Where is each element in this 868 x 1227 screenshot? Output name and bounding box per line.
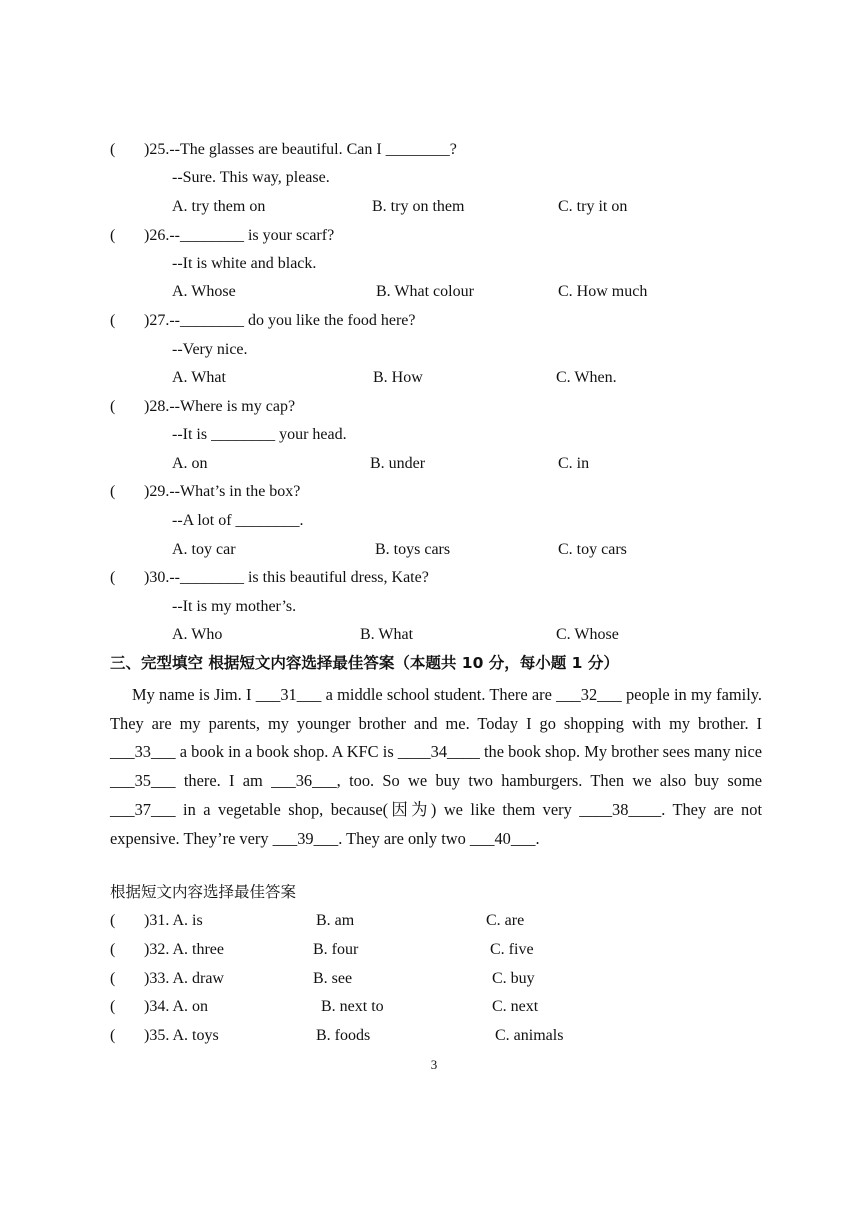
question-28-reply [0, 425, 868, 445]
option-a: A. on [172, 455, 208, 472]
question-30-options [0, 625, 868, 645]
question-34 [0, 997, 868, 1017]
question-25 [0, 140, 868, 160]
question-32 [0, 940, 868, 960]
question-28 [0, 397, 868, 417]
section-subheading: 根据短文内容选择最佳答案 [110, 883, 297, 901]
option-b: B. four [313, 941, 359, 958]
option-c: C. toy cars [558, 541, 627, 558]
question-28-options [0, 454, 868, 474]
section-heading: 三、完型填空 根据短文内容选择最佳答案（本题共 10 分，每小题 1 分） [110, 654, 619, 672]
page-number: 3 [430, 1057, 438, 1072]
option-b: B. How [373, 369, 423, 386]
answer-paren: ( [110, 141, 116, 158]
reply-text: --It is ________ your head. [172, 426, 347, 443]
question-33 [0, 969, 868, 989]
question-stem: )27.--________ do you like the food here? [144, 312, 416, 329]
question-29-options [0, 540, 868, 560]
question-26-options [0, 282, 868, 302]
answer-paren: ( [110, 912, 116, 929]
option-a: A. Who [172, 626, 223, 643]
question-25-options [0, 197, 868, 217]
option-c: C. animals [495, 1027, 564, 1044]
question-26-reply [0, 254, 868, 274]
question-30 [0, 568, 868, 588]
option-b: B. toys cars [375, 541, 451, 558]
question-stem: )25.--The glasses are beautiful. Can I ________? [144, 141, 457, 158]
option-a: A. What [172, 369, 226, 386]
reply-text: --A lot of ________. [172, 512, 304, 529]
answer-paren: ( [110, 998, 116, 1015]
question-stem: )30.--________ is this beautiful dress, Kate? [144, 569, 429, 586]
question-27 [0, 311, 868, 331]
option-a: )31. A. is [144, 912, 203, 929]
option-a: )35. A. toys [144, 1027, 219, 1044]
option-c: C. How much [558, 283, 648, 300]
question-26 [0, 226, 868, 246]
option-b: B. What colour [376, 283, 474, 300]
option-b: B. am [316, 912, 355, 929]
answer-paren: ( [110, 970, 116, 987]
option-c: C. in [558, 455, 590, 472]
answer-paren: ( [110, 398, 116, 415]
option-a: A. Whose [172, 283, 236, 300]
answer-paren: ( [110, 1027, 116, 1044]
reply-text: --Sure. This way, please. [172, 169, 330, 186]
question-35 [0, 1026, 868, 1046]
question-31 [0, 911, 868, 931]
answer-paren: ( [110, 941, 116, 958]
option-b: B. try on them [372, 198, 465, 215]
question-30-reply [0, 597, 868, 617]
question-stem: )28.--Where is my cap? [144, 398, 296, 415]
option-c: C. next [492, 998, 539, 1015]
option-c: C. When. [556, 369, 617, 386]
option-c: C. five [490, 941, 534, 958]
question-25-reply [0, 168, 868, 188]
option-a: A. toy car [172, 541, 236, 558]
answer-paren: ( [110, 312, 116, 329]
reply-text: --Very nice. [172, 341, 248, 358]
question-29-reply [0, 511, 868, 531]
option-a: )34. A. on [144, 998, 208, 1015]
answer-paren: ( [110, 227, 116, 244]
option-b: B. see [313, 970, 353, 987]
option-a: )32. A. three [144, 941, 224, 958]
question-27-reply [0, 340, 868, 360]
question-29 [0, 482, 868, 502]
option-a: )33. A. draw [144, 970, 224, 987]
option-b: B. foods [316, 1027, 371, 1044]
question-stem: )29.--What’s in the box? [144, 483, 301, 500]
option-c: C. try it on [558, 198, 628, 215]
question-stem: )26.--________ is your scarf? [144, 227, 335, 244]
option-b: B. What [360, 626, 414, 643]
passage-text: My name is Jim. I ___31___ a middle school student. There are ___32___ people in my family. They are my parents, my younger brother and me. Today I go shopping with my brother. I ___33___ a book in a book shop. A KFC is ____34____ the book shop. My brother sees many nice ___35___ there. I am ___36___, too. So we buy two hamburgers. Then we also buy some ___37___ in a vegetable shop, because(因为) we like them very ____38____. They are not expensive. They’re very ___39___. They are only two ___40___. [110, 685, 762, 848]
question-27-options [0, 368, 868, 388]
option-a: A. try them on [172, 198, 266, 215]
answer-paren: ( [110, 483, 116, 500]
reply-text: --It is white and black. [172, 255, 317, 272]
option-c: C. Whose [556, 626, 619, 643]
option-c: C. buy [492, 970, 535, 987]
reply-text: --It is my mother’s. [172, 598, 297, 615]
option-b: B. under [370, 455, 426, 472]
option-b: B. next to [321, 998, 384, 1015]
cloze-passage [110, 681, 762, 853]
option-c: C. are [486, 912, 525, 929]
answer-paren: ( [110, 569, 116, 586]
